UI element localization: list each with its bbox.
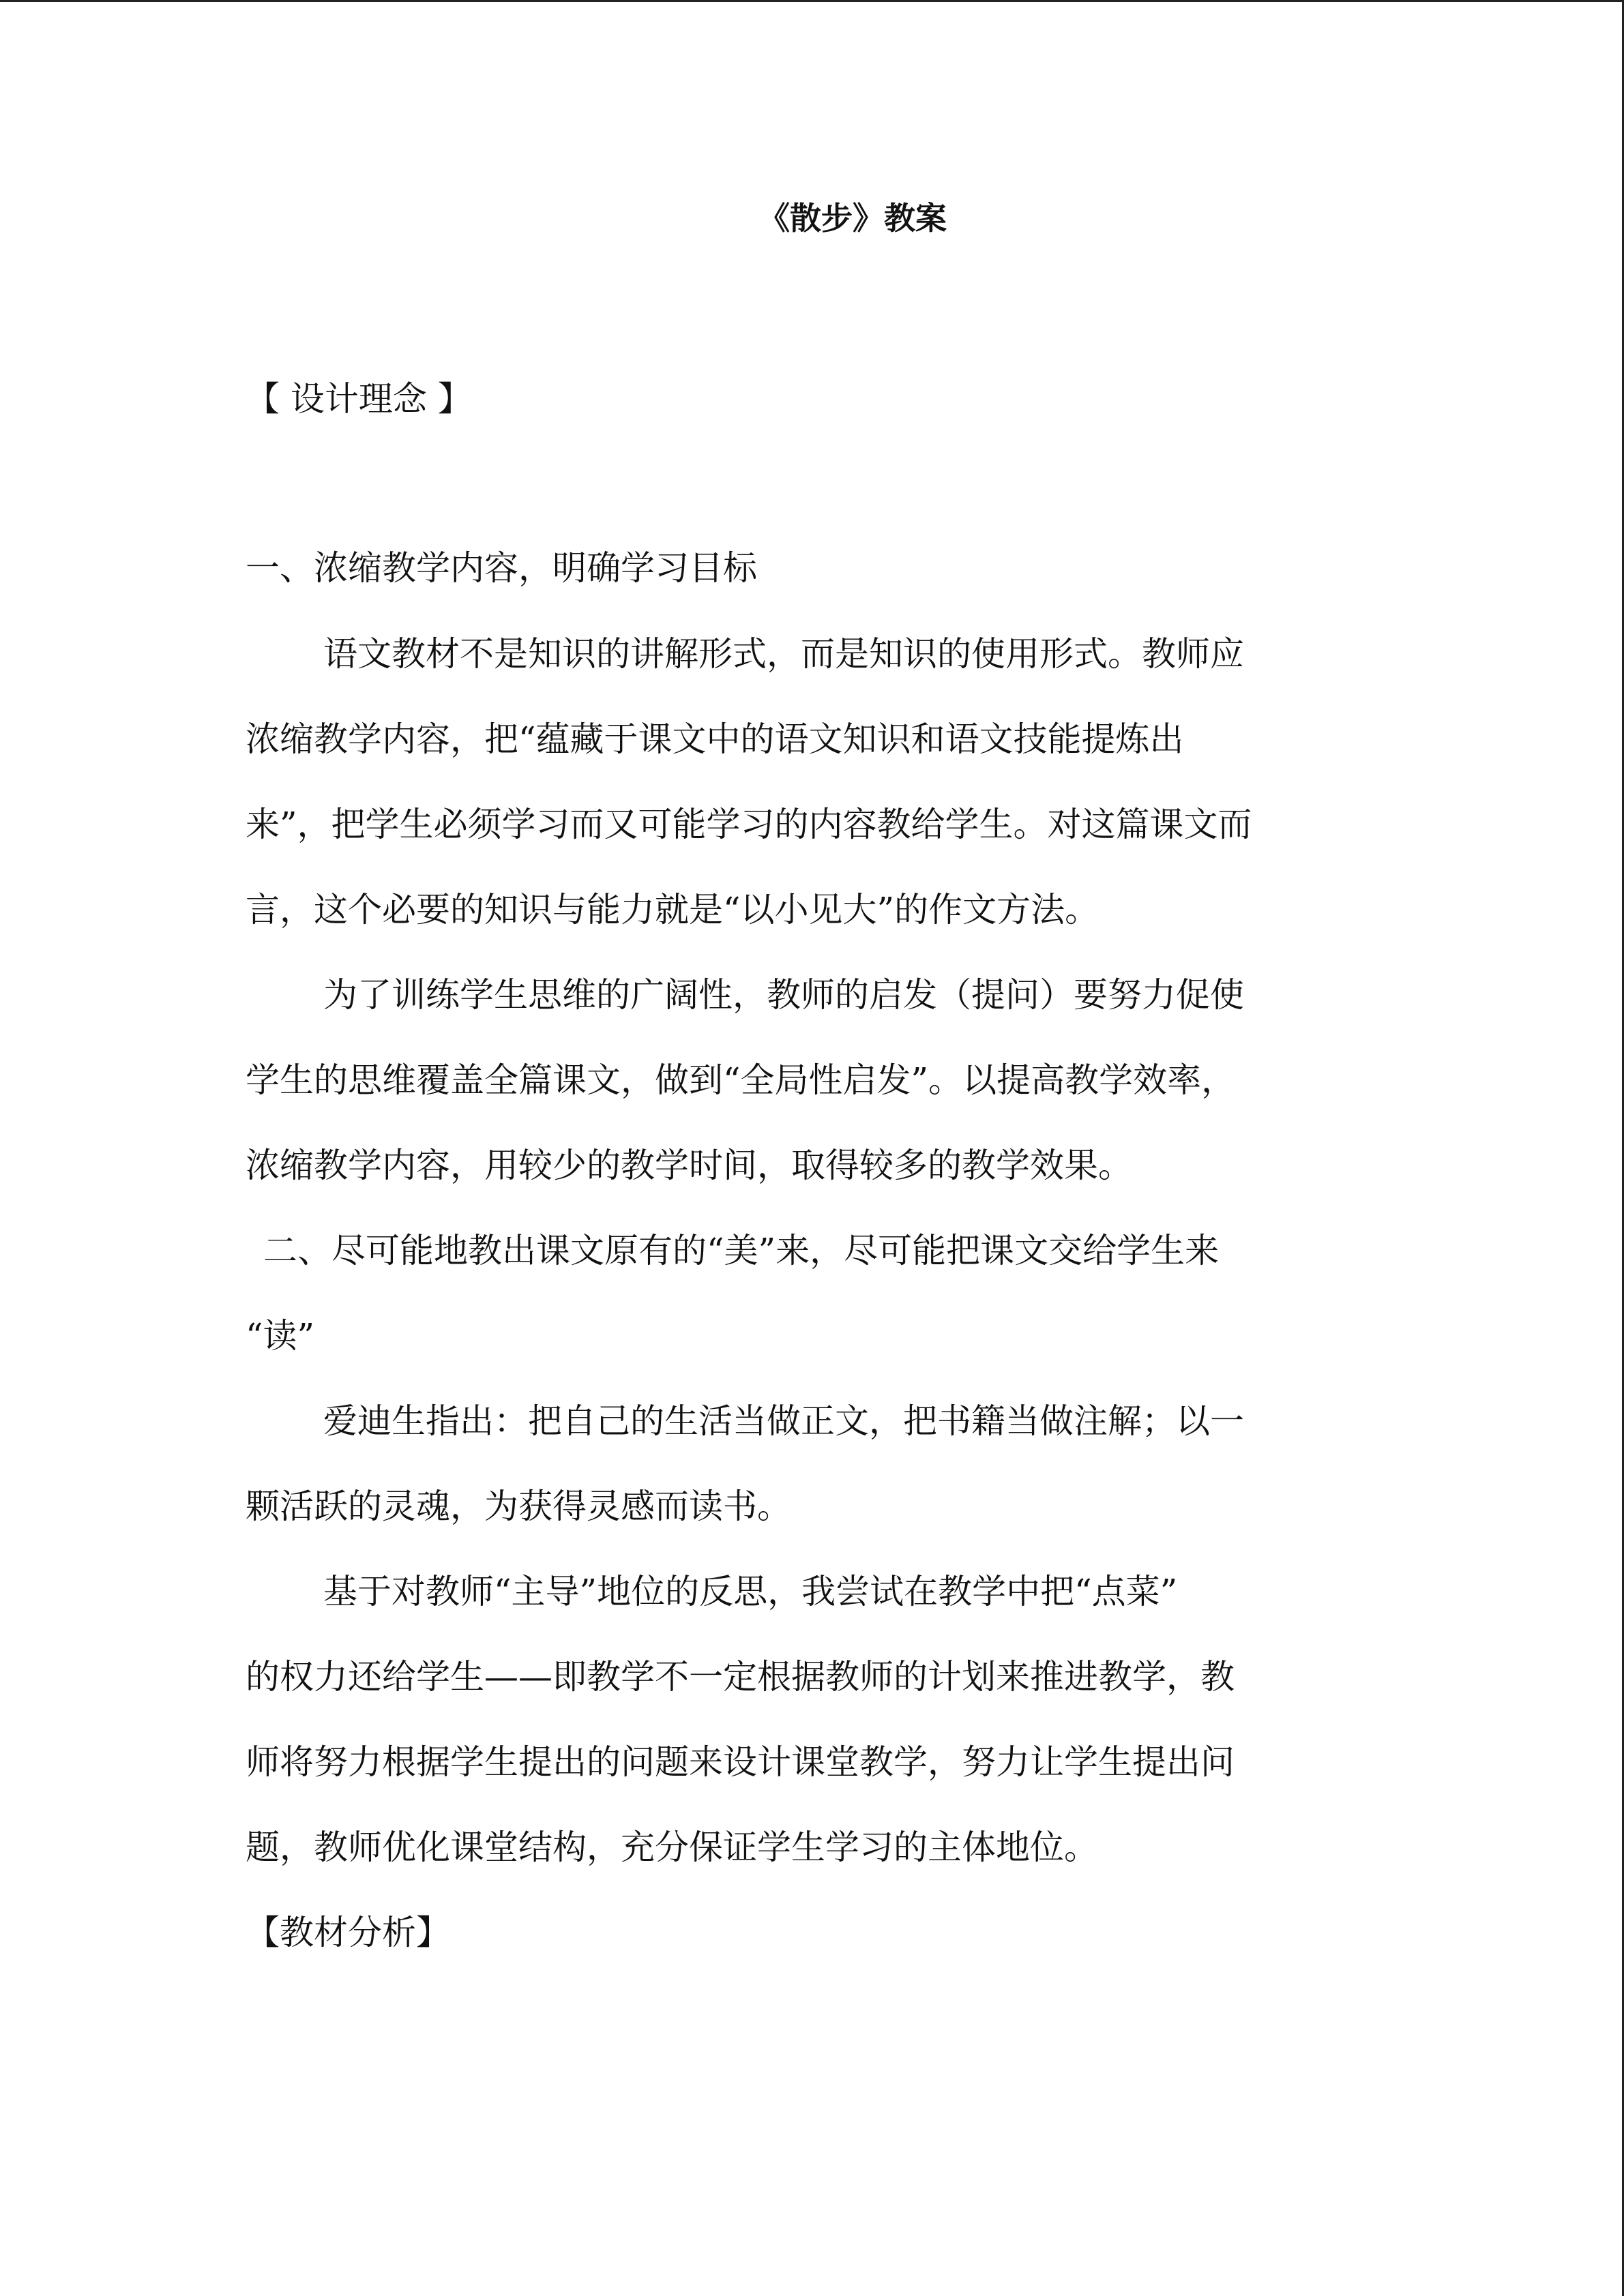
top-border-line xyxy=(0,0,1624,2)
paragraph-2-line-3: 浓缩教学内容，用较少的教学时间，取得较多的教学效果。 xyxy=(246,1146,1132,1185)
section-heading-textbook-analysis: 【教材分析】 xyxy=(246,1913,450,1952)
document-title: 《散步》教案 xyxy=(758,200,947,237)
paragraph-3-line-2: 颗活跃的灵魂，为获得灵感而读书。 xyxy=(246,1487,791,1526)
section-heading-design-concept: 【 设计理念 】 xyxy=(246,379,472,419)
paragraph-1-line-1: 语文教材不是知识的讲解形式，而是知识的使用形式。教师应 xyxy=(323,634,1244,674)
paragraph-1-line-4: 言，这个必要的知识与能力就是“以小见大”的作文方法。 xyxy=(246,890,1099,929)
heading-2-line-1: 二、尽可能地教出课文原有的“美”来，尽可能把课文交给学生来 xyxy=(263,1231,1220,1270)
paragraph-4-line-3: 师将努力根据学生提出的问题来设计课堂教学，努力让学生提出问 xyxy=(246,1742,1235,1782)
paragraph-2-line-2: 学生的思维覆盖全篇课文，做到“全局性启发”。以提高教学效率， xyxy=(246,1060,1236,1100)
paragraph-3-line-1: 爱迪生指出：把自己的生活当做正文，把书籍当做注解；以一 xyxy=(323,1401,1244,1441)
paragraph-2-line-1: 为了训练学生思维的广阔性，教师的启发（提问）要努力促使 xyxy=(323,975,1244,1015)
heading-1: 一、浓缩教学内容，明确学习目标 xyxy=(246,548,757,588)
paragraph-4-line-2: 的权力还给学生——即教学不一定根据教师的计划来推进教学，教 xyxy=(246,1657,1235,1697)
paragraph-1-line-3: 来”，把学生必须学习而又可能学习的内容教给学生。对这篇课文而 xyxy=(246,805,1252,844)
paragraph-1-line-2: 浓缩教学内容，把“蕴藏于课文中的语文知识和语文技能提炼出 xyxy=(246,719,1184,759)
paragraph-4-line-1: 基于对教师“主导”地位的反思，我尝试在教学中把“点菜” xyxy=(323,1572,1178,1611)
paragraph-4-line-4: 题，教师优化课堂结构，充分保证学生学习的主体地位。 xyxy=(246,1828,1098,1867)
heading-2-line-2: “读” xyxy=(246,1316,315,1356)
